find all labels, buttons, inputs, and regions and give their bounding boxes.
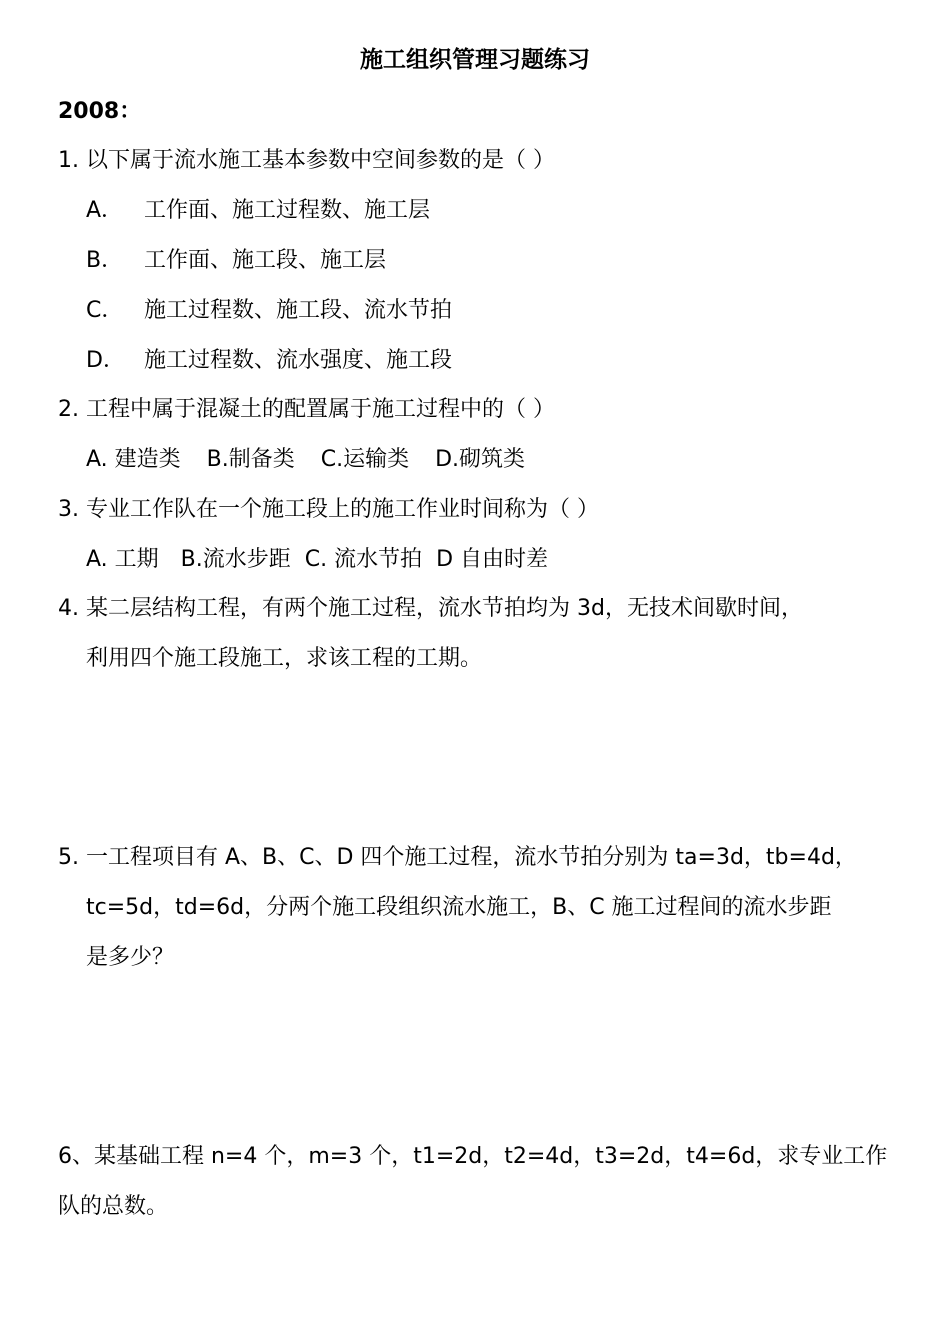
question-1-option-d [86, 346, 452, 376]
question-text: 以下属于流水施工基本参数中空间参数的是（ ） [86, 148, 555, 173]
option-letter: B． [86, 248, 124, 273]
option-text: 工作面、施工段、施工层 [144, 248, 387, 273]
year-heading: 2008： [58, 99, 142, 124]
question-5 [58, 843, 857, 873]
question-number: 1. [58, 148, 79, 173]
option-text: 施工过程数、施工段、流水节拍 [144, 298, 453, 323]
question-text-line-1: 某二层结构工程，有两个施工过程，流水节拍均为 3d，无技术间歇时间， [86, 596, 803, 621]
option-text: 工作面、施工过程数、施工层 [144, 198, 431, 223]
question-number: 3. [58, 497, 79, 522]
option-b: B.流水步距 [180, 547, 291, 572]
option-a: A. 工期 [86, 547, 159, 572]
option-c: C.运输类 [320, 447, 410, 472]
question-3 [58, 495, 599, 525]
option-d: D 自由时差 [436, 547, 549, 572]
option-c: C. 流水节拍 [304, 547, 423, 572]
option-a: A. 建造类 [86, 447, 181, 472]
option-text: 施工过程数、流水强度、施工段 [144, 348, 453, 373]
question-text: 工程中属于混凝土的配置属于施工过程中的（ ） [86, 397, 555, 422]
question-6: 6、某基础工程 n=4 个，m=3 个，t1=2d，t2=4d，t3=2d，t4=6d，求专业工作 [58, 1144, 888, 1169]
question-1-option-c [86, 296, 452, 326]
question-1 [58, 146, 555, 176]
question-3-options [86, 545, 574, 575]
question-6-line-2: 队的总数。 [58, 1194, 169, 1219]
option-d: D.砌筑类 [435, 447, 526, 472]
question-text: 专业工作队在一个施工段上的施工作业时间称为（ ） [86, 497, 599, 522]
option-letter: A． [86, 198, 124, 223]
question-4-line-2: 利用四个施工段施工，求该工程的工期。 [86, 646, 483, 671]
question-number: 5. [58, 845, 79, 870]
option-b: B.制备类 [206, 447, 295, 472]
question-2 [58, 395, 555, 425]
question-2-options [86, 445, 551, 475]
question-number: 4. [58, 596, 79, 621]
page-title: 施工组织管理习题练习 [360, 47, 590, 73]
question-4 [58, 594, 803, 624]
question-1-option-a [86, 196, 430, 226]
option-letter: D． [86, 348, 125, 373]
question-5-line-2: tc=5d，td=6d，分两个施工段组织流水施工，B、C 施工过程间的流水步距 [86, 895, 832, 920]
question-1-option-b [86, 246, 386, 276]
question-number: 2. [58, 397, 79, 422]
question-text-line-1: 一工程项目有 A、B、C、D 四个施工过程，流水节拍分别为 ta=3d，tb=4d， [86, 845, 857, 870]
question-5-line-3: 是多少？ [86, 945, 175, 970]
option-letter: C． [86, 298, 124, 323]
